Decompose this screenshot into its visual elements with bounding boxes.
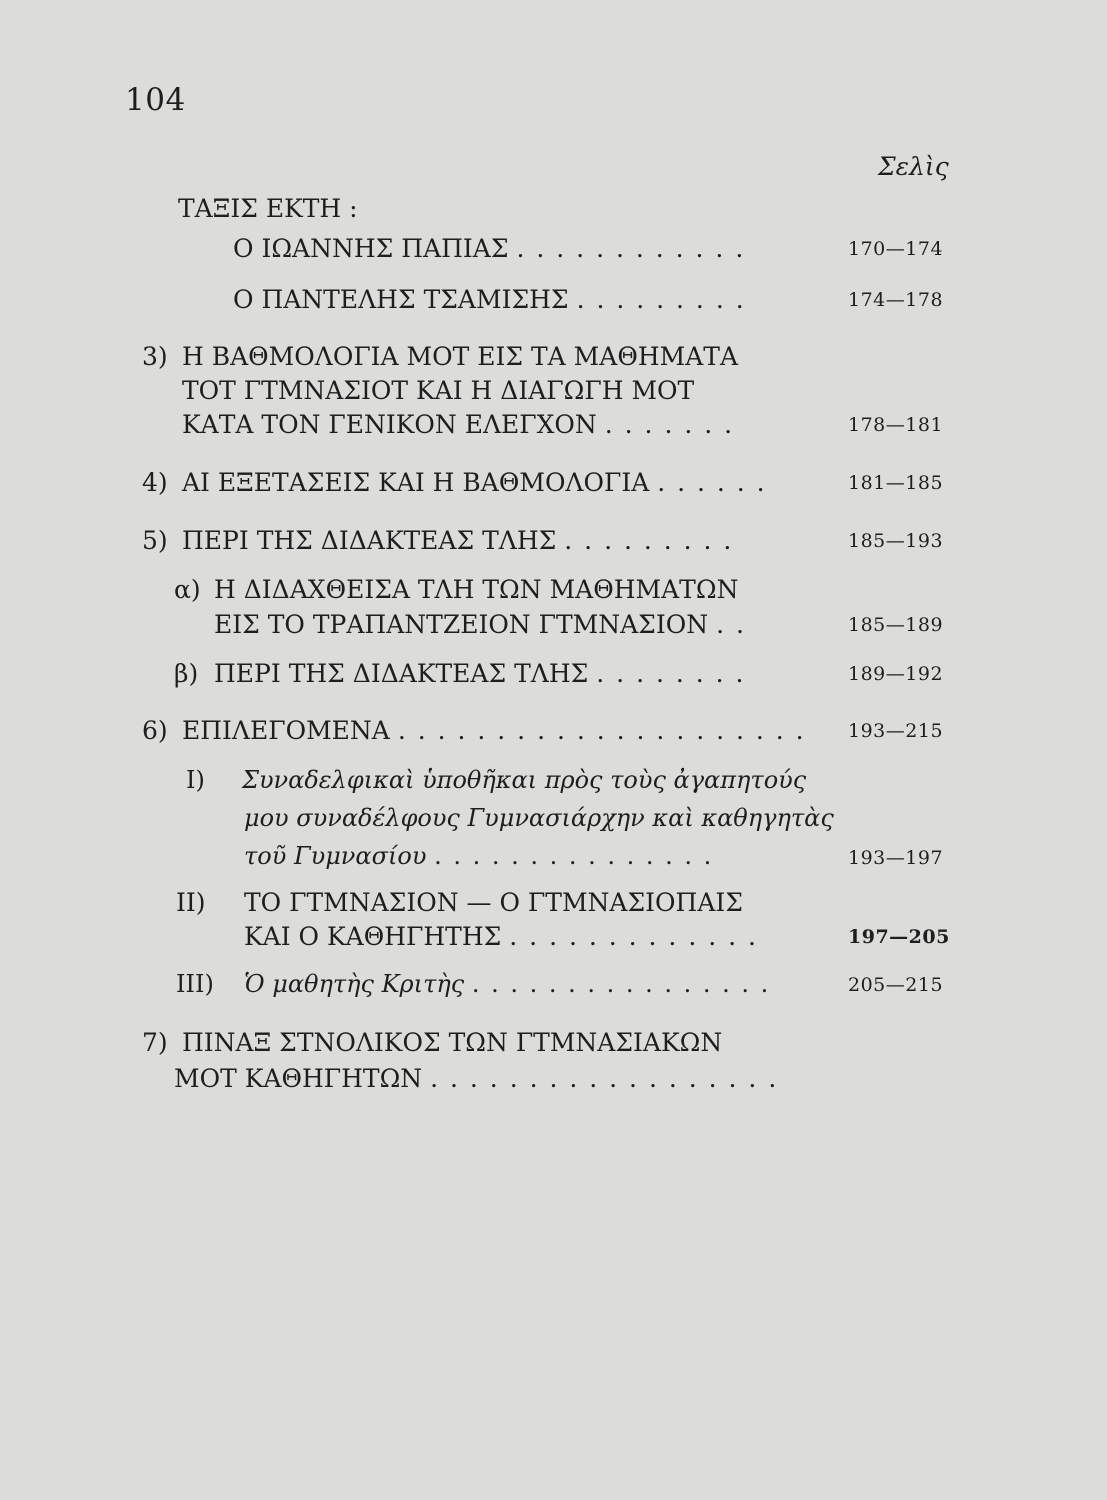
leader-dots: . . . . . . . . . (564, 526, 734, 555)
toc-entry-tsamisis[interactable] (233, 287, 746, 312)
entry-title-line: ΚΑΤΑ ΤΟΝ ΓΕΝΙΚΟΝ ΕΛΕΓΧΟΝ . . . . . . . (182, 410, 735, 439)
toc-entry-3[interactable] (142, 344, 738, 369)
toc-entry-papias[interactable] (233, 236, 745, 261)
leader-dots: . . . . . . . . . . . . . (509, 922, 758, 951)
toc-entry-5b[interactable] (174, 661, 745, 686)
entry-number: 4) (142, 468, 168, 497)
leader-dots: . . . . . . . . . . . . . . . (434, 842, 714, 870)
toc-entry-6-i[interactable] (186, 768, 806, 792)
leader-dots: . . . . . . (657, 468, 767, 497)
entry-number: I) (186, 766, 205, 794)
entry-number: 5) (142, 526, 168, 555)
entry-title-line: ΤΟΤ ΓΤΜΝΑΣΙΟΤ ΚΑΙ Η ΔΙΑΓΩΓΗ ΜΟΤ (182, 376, 695, 405)
leader-dots: . . . . . . . . . (576, 285, 746, 314)
page-range: 189—192 (848, 663, 944, 685)
leader-dots: . . . . . . . . . . . . . . . . . . (430, 1064, 779, 1093)
page-range: 193—197 (848, 847, 944, 869)
entry-title: ΠΕΡΙ ΤΗΣ ΔΙΔΑΚΤΕΑΣ ΤΛΗΣ (214, 659, 589, 688)
column-heading: Σελὶς (878, 152, 949, 181)
leader-dots: . . . . . . . (604, 410, 735, 439)
leader-dots: . . . . . . . . (596, 659, 746, 688)
entry-number: 7) (142, 1028, 168, 1057)
toc-entry-6-ii[interactable] (176, 890, 743, 915)
entry-number: 6) (142, 716, 168, 745)
toc-entry-5[interactable] (142, 528, 733, 553)
entry-title-line: ΤΟ ΓΤΜΝΑΣΙΟΝ — Ο ΓΤΜΝΑΣΙΟΠΑΙΣ (244, 888, 743, 917)
entry-title: Ὁ μαθητὴς Κριτὴς (244, 970, 465, 998)
toc-entry-6[interactable] (142, 718, 806, 743)
entry-number: α) (174, 575, 201, 604)
page-range: 181—185 (848, 472, 944, 494)
entry-title-line: τοῦ Γυμνασίου . . . . . . . . . . . . . . . (244, 842, 714, 870)
toc-entry-4[interactable] (142, 470, 767, 495)
page-range: 178—181 (848, 414, 944, 436)
page-range: 197—205 (848, 926, 950, 948)
entry-title: Ο ΙΩΑΝΝΗΣ ΠΑΠΙΑΣ (233, 234, 509, 263)
leader-dots: . . . . . . . . . . . . . . . . (471, 970, 771, 998)
entry-number: 3) (142, 342, 168, 371)
entry-number: β) (174, 659, 199, 688)
entry-title-line: Η ΒΑΘΜΟΛΟΓΙΑ ΜΟΤ ΕΙΣ ΤΑ ΜΑΘΗΜΑΤΑ (182, 342, 739, 371)
section-heading: ΤΑΞΙΣ ΕΚΤΗ : (178, 194, 358, 223)
entry-title-line: ΜΟΤ ΚΑΘΗΓΗΤΩΝ . . . . . . . . . . . . . . . . . . (174, 1064, 779, 1093)
entry-title-line: ΠΙΝΑΞ ΣΤΝΟΛΙΚΟΣ ΤΩΝ ΓΤΜΝΑΣΙΑΚΩΝ (182, 1028, 723, 1057)
entry-title-line: Συναδελφικαὶ ὑποθῆκαι πρὸς τοὺς ἀγαπητούς (242, 766, 807, 794)
entry-title-line: ΕΙΣ ΤΟ ΤΡΑΠΑΝΤΖΕΙΟΝ ΓΤΜΝΑΣΙΟΝ . . (214, 610, 746, 639)
leader-dots: . . . . . . . . . . . . . . . . . . . . . (397, 716, 806, 745)
leader-dots: . . . . . . . . . . . . (516, 234, 746, 263)
toc-entry-7[interactable] (142, 1030, 722, 1055)
page-range: 185—189 (848, 614, 944, 636)
entry-number: III) (176, 970, 214, 998)
entry-number: II) (176, 888, 206, 917)
leader-dots: . . (716, 610, 746, 639)
page-number: 104 (125, 82, 186, 118)
entry-title-line: ΚΑΙ Ο ΚΑΘΗΓΗΤΗΣ . . . . . . . . . . . . . (244, 922, 758, 951)
toc-entry-5a[interactable] (174, 577, 738, 602)
entry-title: ΠΕΡΙ ΤΗΣ ΔΙΔΑΚΤΕΑΣ ΤΛΗΣ (182, 526, 557, 555)
page-range: 170—174 (848, 238, 944, 260)
toc-entry-6-iii[interactable] (176, 972, 770, 996)
entry-title: ΑΙ ΕΞΕΤΑΣΕΙΣ ΚΑΙ Η ΒΑΘΜΟΛΟΓΙΑ (182, 468, 650, 497)
entry-title: ΕΠΙΛΕΓΟΜΕΝΑ (182, 716, 390, 745)
entry-title-line: Η ΔΙΔΑΧΘΕΙΣΑ ΤΛΗ ΤΩΝ ΜΑΘΗΜΑΤΩΝ (214, 575, 739, 604)
entry-title-line: μου συναδέλφους Γυμνασιάρχην καὶ καθηγητὰς (244, 804, 834, 832)
page-range: 205—215 (848, 974, 944, 996)
entry-title: Ο ΠΑΝΤΕΛΗΣ ΤΣΑΜΙΣΗΣ (233, 285, 569, 314)
page-range: 174—178 (848, 289, 944, 311)
page-range: 185—193 (848, 530, 944, 552)
page-range: 193—215 (848, 720, 944, 742)
